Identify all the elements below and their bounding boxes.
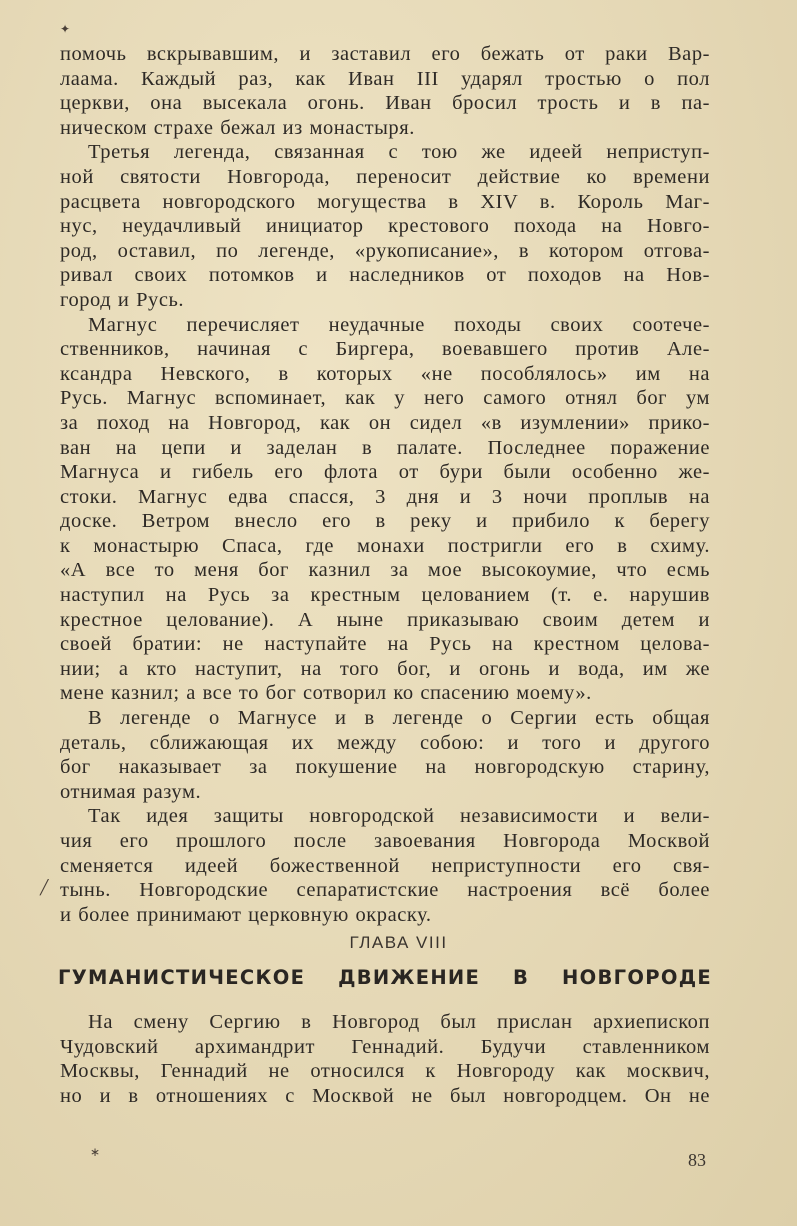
- text-line: крестное целование). А ныне приказываю своим детем и: [60, 608, 710, 631]
- ink-speck-mark: ╱: [40, 880, 49, 896]
- text-line: помочь вскрывавшим, и заставил его бежать от раки Вар-: [60, 43, 710, 65]
- text-line: бог наказывает за покушение на новгородскую старину,: [60, 756, 710, 779]
- text-line: расцвета новгородского могущества в XIV в. Король Маг-: [60, 190, 710, 213]
- chapter-label: ГЛАВА VIII: [349, 933, 448, 952]
- text-line: нии; а кто наступит, на того бог, и огонь и вода, им же: [60, 657, 710, 680]
- text-line: тынь. Новгородские сепаратистские настроения всё более: [60, 879, 710, 902]
- text-line: На смену Сергию в Новгород был прислан архиепископ: [88, 1011, 710, 1033]
- text-line: ривал своих потомков и наследников от походов на Нов-: [60, 264, 710, 287]
- text-line: Так идея защиты новгородской независимости и вели-: [88, 805, 710, 828]
- text-line: отнимая разум.: [60, 780, 202, 803]
- text-line: но и в отношениях с Москвой не был новгородцем. Он не: [60, 1084, 710, 1107]
- text-line: Третья легенда, связанная с тою же идеей неприступ-: [88, 141, 710, 164]
- text-line: Магнуса и гибель его флота от бури были особенно же-: [60, 461, 710, 484]
- text-line: Русь. Магнус вспоминает, как у него самого отнял бог ум: [60, 387, 710, 410]
- text-line: деталь, сближающая их между собою: и того и другого: [60, 731, 710, 754]
- text-line: чия его прошлого после завоевания Новгорода Москвой: [60, 830, 710, 852]
- text-line: ксандра Невского, в которых «не пособлялось» им на: [60, 362, 710, 385]
- text-line: лаама. Каждый раз, как Иван III ударял тростью о пол: [60, 67, 710, 90]
- text-line: своей братии: не наступайте на Русь на крестном целова-: [60, 633, 710, 656]
- ink-speck-mark: ✦: [60, 22, 71, 36]
- text-line: за поход на Новгород, как он сидел «в изумлении» прико-: [60, 411, 710, 434]
- text-line: к монастырю Спаса, где монахи постригли его в схиму.: [60, 534, 710, 557]
- text-line: стоки. Магнус едва спасся, 3 дня и 3 ночи проплыв на: [60, 485, 710, 508]
- main-text-block: [60, 42, 710, 927]
- text-line: В легенде о Магнусе и в легенде о Сергии есть общая: [88, 707, 710, 730]
- text-line: Чудовский архимандрит Геннадий. Будучи ставленником: [60, 1035, 710, 1058]
- text-line: сменяется идеей божественной неприступности его свя-: [60, 854, 710, 877]
- ink-speck-mark: ∗: [90, 1145, 101, 1159]
- text-line: церкви, она высекала огонь. Иван бросил трость и в па-: [60, 92, 710, 115]
- text-line: доске. Ветром внесло его в реку и прибило к берегу: [60, 510, 710, 533]
- text-line: Москвы, Геннадий не относился к Новгороду как москвич,: [60, 1060, 710, 1083]
- text-line: нус, неудачливый инициатор крестового похода на Новго-: [60, 215, 710, 238]
- chapter-title: ГУМАНИСТИЧЕСКОЕ ДВИЖЕНИЕ В НОВГОРОДЕ: [58, 966, 712, 989]
- text-line: наступил на Русь за крестным целованием (т. е. нарушив: [60, 584, 710, 607]
- page-number: 83: [688, 1150, 706, 1170]
- text-line: мене казнил; а все то бог сотворил ко спасению моему».: [60, 682, 592, 705]
- text-line: город и Русь.: [60, 288, 185, 311]
- text-line: «А все то меня бог казнил за мое высокоумие, что есмь: [60, 559, 710, 582]
- text-line: ван на цепи и заделан в палате. Последнее поражение: [60, 436, 710, 459]
- text-line: ной святости Новгорода, переносит действие ко времени: [60, 165, 710, 188]
- text-line: род, оставил, по легенде, «рукописание», в котором отгова-: [60, 239, 710, 262]
- text-line: ническом страхе бежал из монастыря.: [60, 116, 415, 139]
- text-line: ственников, начиная с Биргера, воевавшего против Але-: [60, 338, 710, 361]
- chapter-opening-text-block: [60, 1010, 710, 1108]
- text-line: и более принимают церковную окраску.: [60, 903, 432, 926]
- text-line: Магнус перечисляет неудачные походы своих соотече-: [88, 313, 710, 336]
